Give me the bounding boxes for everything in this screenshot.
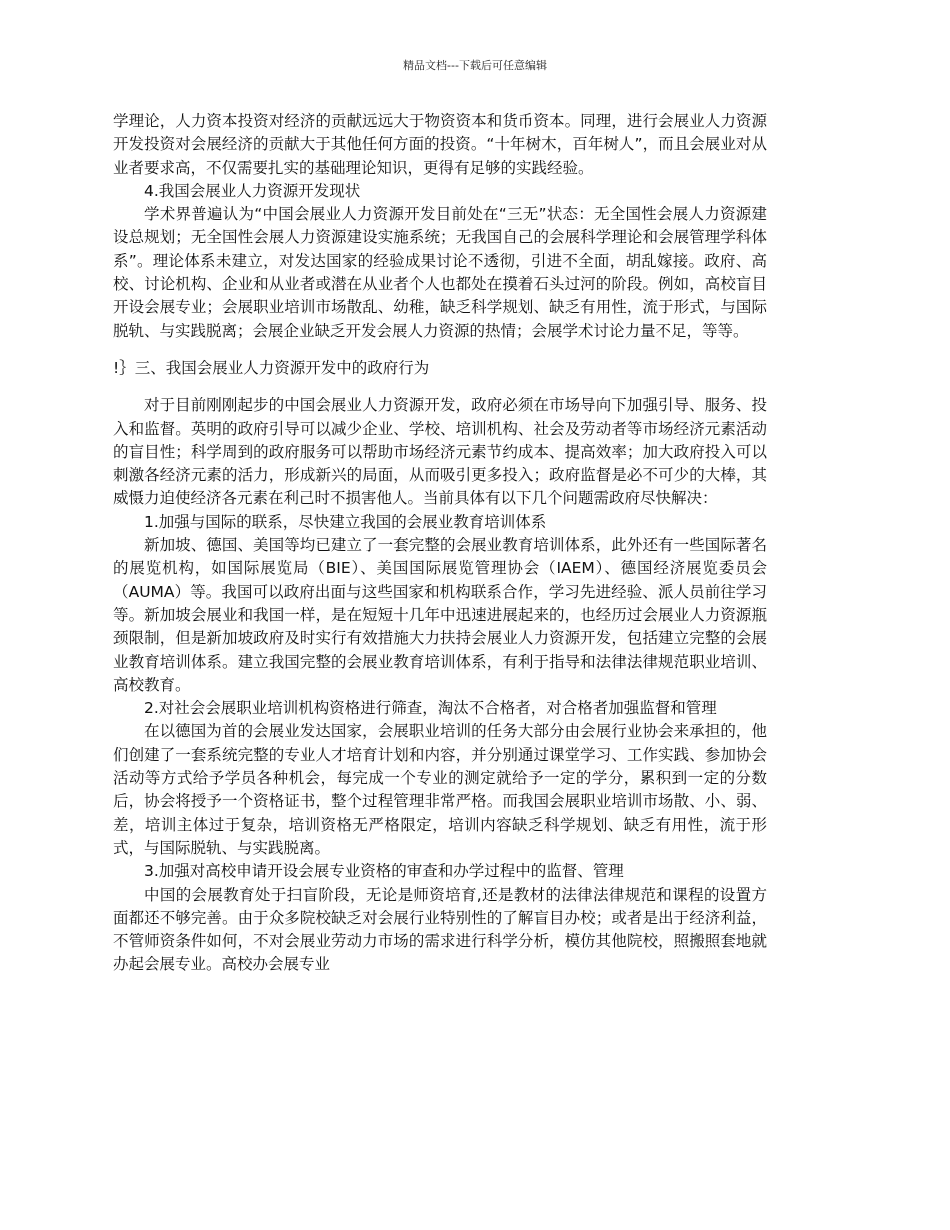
paragraph: 中国的会展教育处于扫盲阶段，无论是师资培育,还是教材的法律法律规范和课程的设置方面都还不够完善。由于众多院校缺乏对会展行业特别性的了解盲目办校；或者是出于经济利益，不管师资条件如何，不对会展业劳动力市场的需求进行科学分析，模仿其他院校，照搬照套地就办起会展专业。高校办会展专业 [113, 885, 767, 974]
paragraph: 学理论，人力资本投资对经济的贡献远远大于物资资本和货币资本。同理，进行会展业人力资源开发投资对会展经济的贡献大于其他任何方面的投资。“十年树木，百年树人”，而且会展业对从业者要求高，不仅需要扎实的基础理论知识，更得有足够的实践经验。 [113, 112, 767, 177]
page-header: 精品文档---下载后可任意编辑 [403, 59, 547, 72]
subheading: 3.加强对高校申请开设会展专业资格的审查和办学过程中的监督、管理 [144, 862, 624, 881]
subheading: 1.加强与国际的联系，尽快建立我国的会展业教育培训体系 [144, 512, 547, 531]
document-body [113, 110, 767, 977]
paragraph: 学术界普遍认为“中国会展业人力资源开发目前处在“三无”状态：无全国性会展人力资源建设总规划；无全国性会展人力资源建设实施系统；无我国自己的会展科学理论和会展管理学科体系”。理论体系未建立，对发达国家的经验成果讨论不透彻，引进不全面，胡乱嫁接。政府、高校、讨论机构、企业和从业者或潜在从业者个人也都处在摸着石头过河的阶段。例如，高校盲目开设会展专业；会展职业培训市场散乱、幼稚，缺乏科学规划、缺乏有用性，流于形式，与国际脱轨、与实践脱离；会展企业缺乏开发会展人力资源的热情；会展学术讨论力量不足，等等。 [113, 205, 767, 340]
paragraph: 在以德国为首的会展业发达国家，会展职业培训的任务大部分由会展行业协会来承担的，他们创建了一套系统完整的专业人才培育计划和内容，并分别通过课堂学习、工作实践、参加协会活动等方式给予学员各种机会，每完成一个专业的测定就给予一定的学分，累积到一定的分数后，协会将授予一个资格证书，整个过程管理非常严格。而我国会展职业培训市场散、小、弱、差，培训主体过于复杂，培训资格无严格限定，培训内容缺乏科学规划、缺乏有用性，流于形式，与国际脱轨、与实践脱离。 [113, 722, 767, 857]
subheading: 4.我国会展业人力资源开发现状 [144, 181, 361, 200]
subheading: 2.对社会会展职业培训机构资格进行筛查，淘汰不合格者，对合格者加强监督和管理 [144, 699, 717, 718]
paragraph: 新加坡、德国、美国等均已建立了一套完整的会展业教育培训体系，此外还有一些国际著名的展览机构，如国际展览局（BIE）、美国国际展览管理协会（IAEM）、德国经济展览委员会（AUMA）等。我国可以政府出面与这些国家和机构联系合作，学习先进经验、派人员前往学习等。新加坡会展业和我国一样，是在短短十几年中迅速进展起来的，也经历过会展业人力资源瓶颈限制，但是新加坡政府及时实行有效措施大力扶持会展业人力资源开发，包括建立完整的会展业教育培训体系。建立我国完整的会展业教育培训体系，有利于指导和法律法律规范职业培训、高校教育。 [113, 536, 767, 694]
section-heading: !｝三、我国会展业人力资源开发中的政府行为 [113, 358, 430, 377]
paragraph: 对于目前刚刚起步的中国会展业人力资源开发，政府必须在市场导向下加强引导、服务、投入和监督。英明的政府引导可以减少企业、学校、培训机构、社会及劳动者等市场经济元素活动的盲目性；科学周到的政府服务可以帮助市场经济元素节约成本、提高效率；加大政府投入可以刺激各经济元素的活力，形成新兴的局面，从而吸引更多投入；政府监督是必不可少的大棒，其威慑力迫使经济各元素在利己时不损害他人。当前具体有以下几个问题需政府尽快解决： [113, 396, 767, 508]
